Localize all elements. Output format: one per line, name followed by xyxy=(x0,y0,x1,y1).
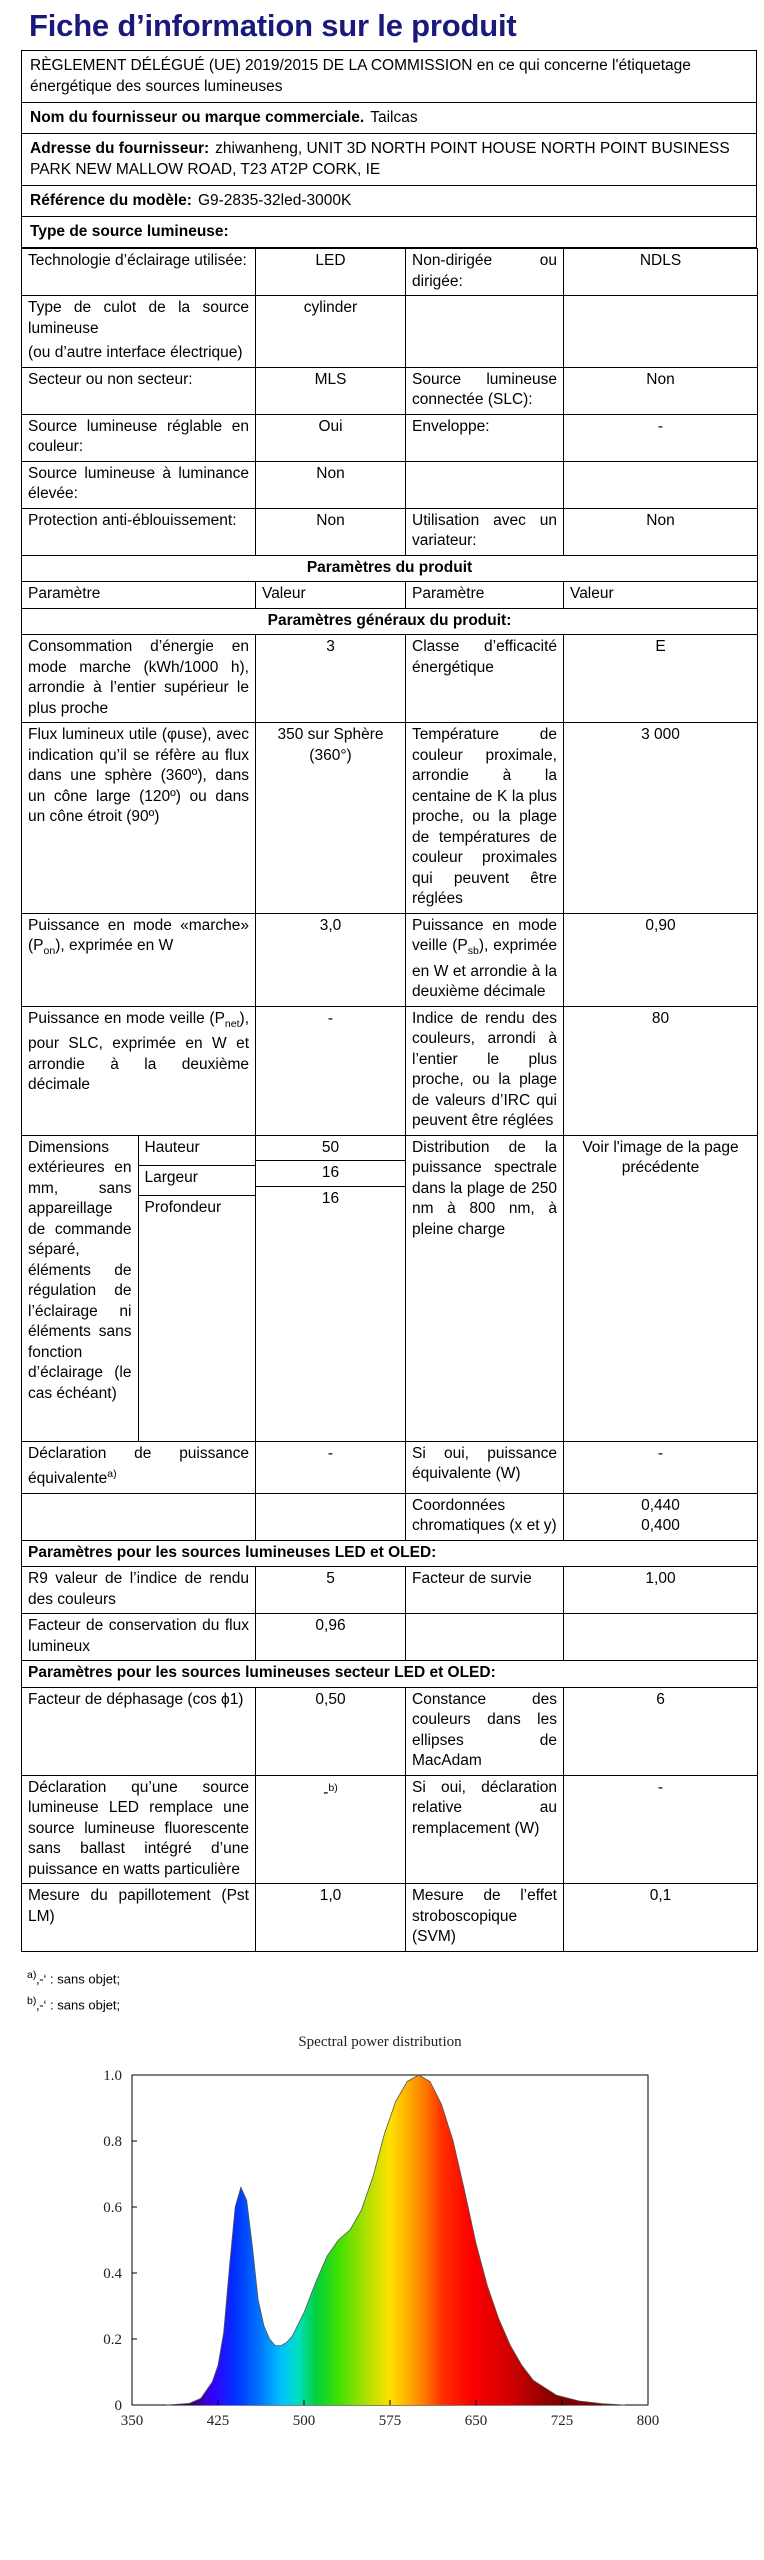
table-row xyxy=(22,1614,758,1661)
x-tick-label: 650 xyxy=(464,2413,488,2429)
section-heading-row xyxy=(22,1540,758,1567)
row-value: Voir l'image de la page précédente xyxy=(564,1135,758,1441)
column-header: Paramètre xyxy=(406,582,564,609)
row-label: Source lumineuse à luminance élevée: xyxy=(22,461,256,508)
row-value: 80 xyxy=(564,1006,758,1135)
regulation-box xyxy=(21,50,757,103)
x-tick-label: 500 xyxy=(292,2413,316,2429)
row-label: Technologie d’éclairage utilisée: xyxy=(22,249,256,296)
row-value: LED xyxy=(256,249,406,296)
table-row xyxy=(22,635,758,723)
table-row xyxy=(22,1775,758,1884)
table-row xyxy=(22,913,758,1006)
depth-value: 16 xyxy=(321,1189,340,1207)
table-row xyxy=(22,1884,758,1952)
mains-heading: Paramètres pour les sources lumineuses secteur LED et OLED: xyxy=(22,1661,758,1688)
y-tick-label: 0 xyxy=(114,2398,122,2414)
row-value: Non xyxy=(256,461,406,508)
depth-label: Profondeur xyxy=(144,1199,222,1217)
table-row xyxy=(22,1567,758,1614)
table-row xyxy=(22,508,758,555)
row-value: Non xyxy=(564,508,758,555)
row-label: Température de couleur proximale, arrondie à la centaine de K la plus proche, ou la plage de températures de couleur proximales qui peuvent être réglées xyxy=(406,723,564,914)
row-value xyxy=(564,296,758,368)
row-value: NDLS xyxy=(564,249,758,296)
y-tick-label: 0.2 xyxy=(103,2332,122,2348)
address-box xyxy=(21,134,757,186)
document-title: Fiche d’information sur le produit xyxy=(29,8,517,43)
row-value: -$^{b)}$ xyxy=(256,1775,406,1884)
row-label: Déclaration de puissance équivalente$^{a)}$ xyxy=(22,1441,256,1493)
y-tick-label: 0.6 xyxy=(103,2200,122,2216)
table-row xyxy=(22,1441,758,1493)
row-label xyxy=(406,1614,564,1661)
row-label: Constance des couleurs dans les ellipses de MacAdam xyxy=(406,1687,564,1775)
row-label: Flux lumineux utile (φuse), avec indication qu’il se réfère au flux dans une sphère (360º), dans un cône large (120º) ou dans un cône étroit (90º) xyxy=(22,723,256,914)
source-type-heading: Type de source lumineuse: xyxy=(30,223,229,240)
section-heading-row xyxy=(22,608,758,635)
dimensions-label: Dimensions extérieures en mm, sans appareillage de commande séparé, éléments de régulation de l’éclairage ni éléments sans fonction d’éclairage (le cas échéant) xyxy=(22,1136,138,1441)
row-value: 3 xyxy=(256,635,406,723)
row-label: Mesure de l’effet stroboscopique (SVM) xyxy=(406,1884,564,1952)
section-heading-row xyxy=(22,555,758,582)
row-label-note: (ou d’autre interface électrique) xyxy=(28,344,243,361)
led-heading: Paramètres pour les sources lumineuses LED et OLED: xyxy=(22,1540,758,1567)
row-label: Facteur de déphasage (cos ϕ1) xyxy=(22,1687,256,1775)
height-value: 50 xyxy=(256,1136,405,1162)
row-label: Facteur de survie xyxy=(406,1567,564,1614)
row-label: Classe d’efficacité énergétique xyxy=(406,635,564,723)
table-row xyxy=(22,249,758,296)
row-value xyxy=(564,461,758,508)
row-value: Non xyxy=(564,367,758,414)
footnotes xyxy=(27,1964,757,2017)
x-tick-label: 800 xyxy=(636,2413,660,2429)
section-heading-row xyxy=(22,1661,758,1688)
row-value: 3 000 xyxy=(564,723,758,914)
dimensions-values xyxy=(256,1135,406,1441)
supplier-box xyxy=(21,103,757,134)
y-tick-label: 1.0 xyxy=(103,2068,122,2084)
x-tick-label: 575 xyxy=(378,2413,402,2429)
row-label: Enveloppe: xyxy=(406,414,564,461)
row-label: Source lumineuse connectée (SLC): xyxy=(406,367,564,414)
spectral-chart xyxy=(70,2020,670,2440)
column-header: Valeur xyxy=(564,582,758,609)
table-row xyxy=(22,367,758,414)
x-tick-label: 350 xyxy=(120,2413,144,2429)
row-value: 0,1 xyxy=(564,1884,758,1952)
chart-title: Spectral power distribution xyxy=(298,2034,462,2050)
row-label: Consommation d’énergie en mode marche (kWh/1000 h), arrondie à l’entier supérieur le plus proche xyxy=(22,635,256,723)
product-params-heading: Paramètres du produit xyxy=(22,555,758,582)
height-label: Hauteur xyxy=(138,1136,255,1166)
regulation-text: RÈGLEMENT DÉLÉGUÉ (UE) 2019/2015 DE LA COMMISSION en ce qui concerne l'étiquetage énergétique des sources lumineuses xyxy=(30,57,691,95)
row-label: Secteur ou non secteur: xyxy=(22,367,256,414)
row-label: Si oui, puissance équivalente (W) xyxy=(406,1441,564,1493)
x-tick-label: 425 xyxy=(206,2413,230,2429)
row-label: Puissance en mode veille $(P_{sb})$, exprimée en W et arrondie à la deuxième décimale xyxy=(406,913,564,1006)
table-row xyxy=(22,296,758,368)
row-value: - xyxy=(256,1441,406,1493)
row-label: Distribution de la puissance spectrale dans la plage de 250 nm à 800 nm, à pleine charge xyxy=(406,1135,564,1441)
x-tick-label: 725 xyxy=(550,2413,574,2429)
footnote: $^{a)}$‚-‘ : sans objet; xyxy=(27,1968,121,1987)
row-label: Source lumineuse réglable en couleur: xyxy=(22,414,256,461)
y-tick-label: 0.4 xyxy=(103,2266,122,2282)
footnote: $^{b)}$‚-‘ : sans objet; xyxy=(27,1995,121,2013)
row-value: 0,440 0,400 xyxy=(564,1493,758,1540)
supplier-label: Nom du fournisseur ou marque commerciale. xyxy=(30,109,365,126)
row-label: R9 valeur de l’indice de rendu des couleurs xyxy=(22,1567,256,1614)
row-label: Type de culot de la source lumineuse (ou d’autre interface électrique) xyxy=(22,296,256,368)
row-value: 0,90 xyxy=(564,913,758,1006)
row-label: Mesure du papillotement (Pst LM) xyxy=(22,1884,256,1952)
table-row xyxy=(22,461,758,508)
width-value: 16 xyxy=(256,1161,405,1187)
table-row xyxy=(22,1006,758,1135)
row-value xyxy=(564,1614,758,1661)
row-label: Protection anti-éblouissement: xyxy=(22,508,256,555)
row-value: 3,0 xyxy=(256,913,406,1006)
row-label: Utilisation avec un variateur: xyxy=(406,508,564,555)
row-value: Non xyxy=(256,508,406,555)
row-value: 6 xyxy=(564,1687,758,1775)
row-value: - xyxy=(564,1775,758,1884)
row-value: Oui xyxy=(256,414,406,461)
table-row xyxy=(22,723,758,914)
row-label xyxy=(406,461,564,508)
supplier-value: Tailcas xyxy=(370,109,418,126)
address-label: Adresse du fournisseur: xyxy=(30,140,210,157)
table-row xyxy=(22,414,758,461)
spec-table xyxy=(21,248,758,1952)
y-tick-label: 0.8 xyxy=(103,2134,122,2150)
row-value: 350 sur Sphère (360°) xyxy=(256,723,406,914)
model-label: Référence du modèle: xyxy=(30,192,192,209)
column-header-row xyxy=(22,582,758,609)
table-row xyxy=(22,1687,758,1775)
row-value: MLS xyxy=(256,367,406,414)
row-label: Non-dirigée ou dirigée: xyxy=(406,249,564,296)
row-value: 0,50 xyxy=(256,1687,406,1775)
row-value: cylinder xyxy=(256,296,406,368)
row-label: Coordonnées chromatiques (x et y) xyxy=(406,1493,564,1540)
row-value: E xyxy=(564,635,758,723)
source-type-heading-box xyxy=(21,217,757,248)
dimensions-row xyxy=(22,1135,758,1441)
general-params-heading: Paramètres généraux du produit: xyxy=(22,608,758,635)
spectral-chart-svg xyxy=(70,2020,670,2440)
row-value: 1,00 xyxy=(564,1567,758,1614)
row-value: - xyxy=(564,414,758,461)
row-value: - xyxy=(564,1441,758,1493)
row-label: Si oui, déclaration relative au remplacement (W) xyxy=(406,1775,564,1884)
row-value: 0,96 xyxy=(256,1614,406,1661)
row-label: Déclaration qu’une source lumineuse LED remplace une source lumineuse fluorescente sans ballast intégré d’une puissance en watts particulière xyxy=(22,1775,256,1884)
model-box xyxy=(21,186,757,217)
row-label: Indice de rendu des couleurs, arrondi à l’entier le plus proche, ou la plage de valeurs d’IRC qui peuvent être réglées xyxy=(406,1006,564,1135)
row-label: Facteur de conservation du flux lumineux xyxy=(22,1614,256,1661)
width-label: Largeur xyxy=(138,1165,255,1195)
row-label: Puissance en mode «marche» $(P_{on})$, exprimée en W xyxy=(22,913,256,1006)
row-label xyxy=(406,296,564,368)
row-label: Puissance en mode veille $(P_{net})$, pour SLC, exprimée en W et arrondie à la deuxième décimale xyxy=(22,1006,256,1135)
row-value: - xyxy=(256,1006,406,1135)
column-header: Paramètre xyxy=(22,582,256,609)
product-sheet xyxy=(21,8,757,2016)
model-value: G9-2835-32led-3000K xyxy=(197,192,352,209)
table-row xyxy=(22,1493,758,1540)
row-value: 1,0 xyxy=(256,1884,406,1952)
address-value: zhiwanheng, UNIT 3D NORTH POINT HOUSE NORTH POINT BUSINESS PARK NEW MALLOW ROAD, T23 AT2P CORK, IE xyxy=(30,140,730,178)
row-value: 5 xyxy=(256,1567,406,1614)
column-header: Valeur xyxy=(256,582,406,609)
dimensions-cell xyxy=(22,1135,256,1441)
